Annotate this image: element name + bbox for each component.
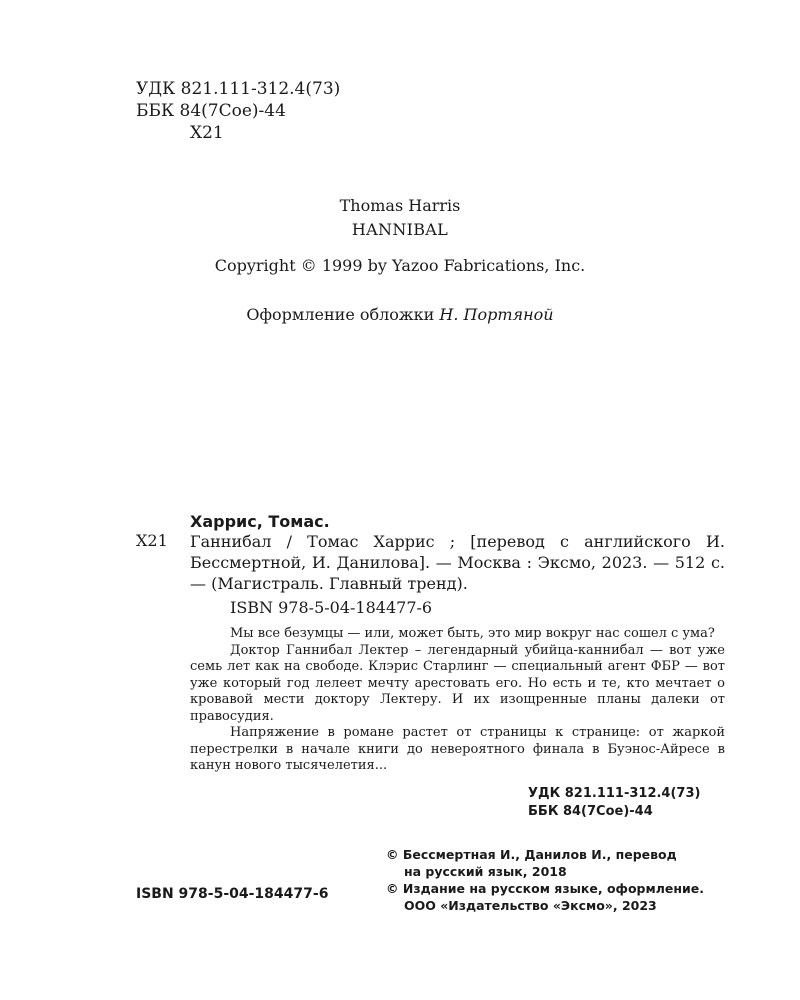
author-name-en: Thomas Harris — [339, 196, 461, 215]
annotation — [190, 626, 725, 775]
copyright-translation-cont: на русский язык, 2018 — [404, 864, 567, 879]
footer-classification — [528, 785, 700, 821]
annotation-paragraph: Напряжение в романе растет от страницы к странице: от жаркой перестрелки в начале книги до невероятного финала в Буэнос-Айресе в канун нового тысячелетия... — [190, 725, 725, 773]
copyright-translation: © Бессмертная И., Данилов И., перевод — [386, 847, 677, 862]
bibliographic-author: Харрис, Томас. — [190, 512, 330, 531]
footer-copyrights — [386, 846, 726, 914]
title-en: HANNIBAL — [351, 220, 449, 239]
bibliographic-code: Х21 — [136, 531, 168, 550]
author-code: Х21 — [190, 123, 224, 143]
footer-bbk: ББК 84(7Сое)-44 — [528, 804, 653, 819]
cover-credit-label: Оформление обложки — [246, 305, 435, 324]
bibliographic-description: Ганнибал / Томас Харрис ; [перевод с английского И. Бессмертной, И. Данилова]. — Москва : Эксмо, 2023. — 512 с. — (Магистраль. Главный тренд). — [190, 532, 725, 593]
bbk-code: ББК 84(7Сое)-44 — [136, 101, 286, 121]
classification-block — [136, 78, 340, 144]
cover-designer: Н. Портяной — [439, 305, 554, 324]
cover-credit — [0, 305, 800, 324]
copyright-edition: © Издание на русском языке, оформление. — [386, 881, 704, 896]
copyright-line: Copyright © 1999 by Yazoo Fabrications, Inc. — [214, 256, 586, 275]
annotation-paragraph: Мы все безумцы — или, может быть, это мир вокруг нас сошел с ума? — [230, 626, 715, 641]
footer-udk: УДК 821.111-312.4(73) — [528, 786, 701, 801]
footer-isbn: ISBN 978-5-04-184477-6 — [136, 886, 329, 902]
copyright-edition-cont: ООО «Издательство «Эксмо», 2023 — [404, 898, 657, 913]
annotation-paragraph: Доктор Ганнибал Лектер – легендарный убийца-каннибал — вот уже семь лет как на свободе. Клэрис Старлинг — специальный агент ФБР — вот уже который год лелеет мечту арестовать его. Но есть и те, кто мечтает о кровавой мести доктору Лектеру. И их изощренные планы далеки от правосудия. — [190, 642, 725, 724]
udk-code: УДК 821.111-312.4(73) — [136, 79, 341, 99]
bibliographic-isbn: ISBN 978-5-04-184477-6 — [230, 598, 433, 617]
